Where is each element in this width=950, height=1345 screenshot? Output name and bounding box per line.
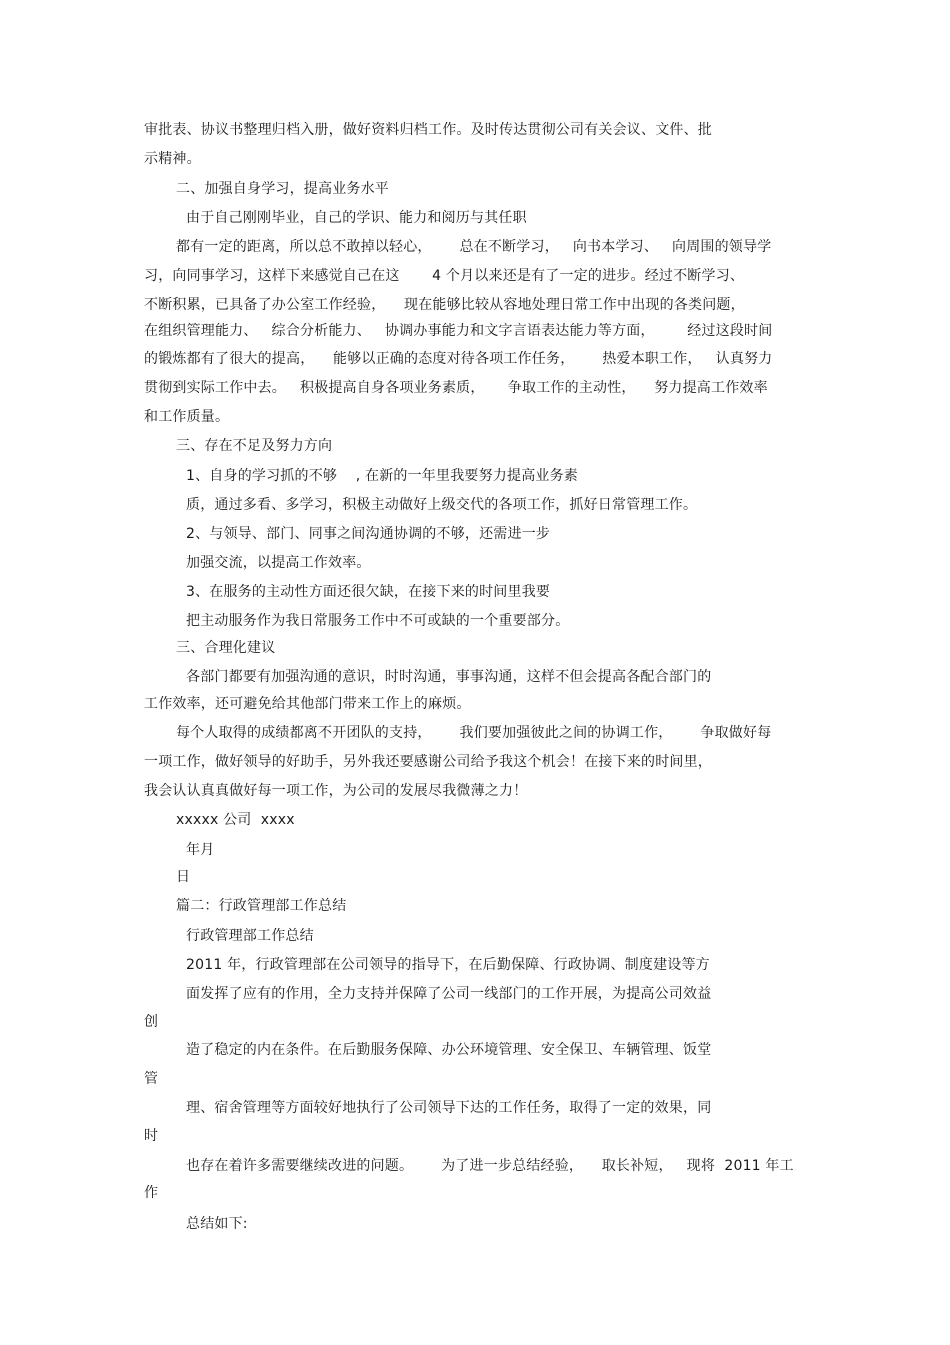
- section-heading: 三、存在不足及努力方向: [176, 438, 333, 454]
- text-line: 在组织管理能力、 综合分析能力、 协调办事能力和文字言语表达能力等方面， 经过这段时间: [144, 323, 773, 339]
- text-line: 质，通过多看、多学习，积极主动做好上级交代的各项工作，抓好日常管理工作。: [186, 497, 698, 513]
- signature-company: xxxxx 公司 xxxx: [176, 812, 295, 828]
- text-line: 创: [144, 1014, 159, 1030]
- text-line: 的锻炼都有了很大的提高， 能够以正确的态度对待各项工作任务， 热爱本职工作， 认真努力: [144, 351, 773, 367]
- signature-date: 日: [176, 869, 191, 885]
- text-line: 都有一定的距离，所以总不敢掉以轻心， 总在不断学习， 向书本学习、 向周围的领导学: [176, 239, 772, 255]
- text-line: 贯彻到实际工作中去。 积极提高自身各项业务素质， 争取工作的主动性， 努力提高工作效率: [144, 380, 768, 396]
- text-line: 把主动服务作为我日常服务工作中不可或缺的一个重要部分。: [186, 613, 570, 629]
- text-line: 管: [144, 1071, 159, 1087]
- text-line: 作: [144, 1185, 159, 1201]
- text-line: 2、与领导、部门、同事之间沟通协调的不够，还需进一步: [186, 526, 551, 542]
- text-line: 我会认认真真做好每一项工作，为公司的发展尽我微薄之力！: [144, 783, 528, 799]
- text-line: 也存在着许多需要继续改进的问题。 为了进一步总结经验， 取长补短， 现将 2011 年工: [186, 1158, 794, 1174]
- text-line: 3、在服务的主动性方面还很欠缺，在接下来的时间里我要: [186, 584, 551, 600]
- text-line: 一项工作，做好领导的好助手，另外我还要感谢公司给予我这个机会！在接下来的时间里，: [144, 754, 712, 770]
- text-line: 由于自己刚刚毕业，自己的学识、能力和阅历与其任职: [186, 210, 527, 226]
- text-line: 总结如下:: [186, 1216, 248, 1232]
- text-line: 每个人取得的成绩都离不开团队的支持， 我们要加强彼此之间的协调工作， 争取做好每: [176, 725, 772, 741]
- text-line: 时: [144, 1128, 159, 1144]
- text-line: 2011 年，行政管理部在公司领导的指导下，在后勤保障、行政协调、制度建设等方: [186, 957, 710, 973]
- text-line: 1、自身的学习抓的不够 , 在新的一年里我要努力提高业务素: [186, 468, 579, 484]
- signature-date: 年月: [186, 842, 215, 858]
- text-line: 工作效率，还可避免给其他部门带来工作上的麻烦。: [144, 696, 471, 712]
- text-line: 习，向同事学习，这样下来感觉自己在这 4 个月以来还是有了一定的进步。经过不断学习、: [144, 268, 745, 284]
- text-line: 加强交流，以提高工作效率。: [186, 555, 371, 571]
- section-heading: 二、加强自身学习，提高业务水平: [176, 181, 389, 197]
- text-line: 审批表、协议书整理归档入册，做好资料归档工作。及时传达贯彻公司有关会议、文件、批: [144, 122, 712, 138]
- text-line: 示精神。: [144, 151, 201, 167]
- document-title: 行政管理部工作总结: [186, 928, 314, 944]
- text-line: 和工作质量。: [144, 409, 230, 425]
- text-line: 理、宿舍管理等方面较好地执行了公司领导下达的工作任务，取得了一定的效果，同: [186, 1100, 712, 1116]
- text-line: 不断积累，已具备了办公室工作经验， 现在能够比较从容地处理日常工作中出现的各类问题，: [144, 297, 745, 313]
- section-heading: 三、合理化建议: [176, 640, 276, 656]
- text-line: 各部门都要有加强沟通的意识，时时沟通，事事沟通，这样不但会提高各配合部门的: [186, 669, 712, 685]
- text-line: 面发挥了应有的作用，全力支持并保障了公司一线部门的工作开展，为提高公司效益: [186, 986, 712, 1002]
- chapter-heading: 篇二：行政管理部工作总结: [176, 898, 347, 914]
- text-line: 造了稳定的内在条件。在后勤服务保障、办公环境管理、安全保卫、车辆管理、饭堂: [186, 1042, 712, 1058]
